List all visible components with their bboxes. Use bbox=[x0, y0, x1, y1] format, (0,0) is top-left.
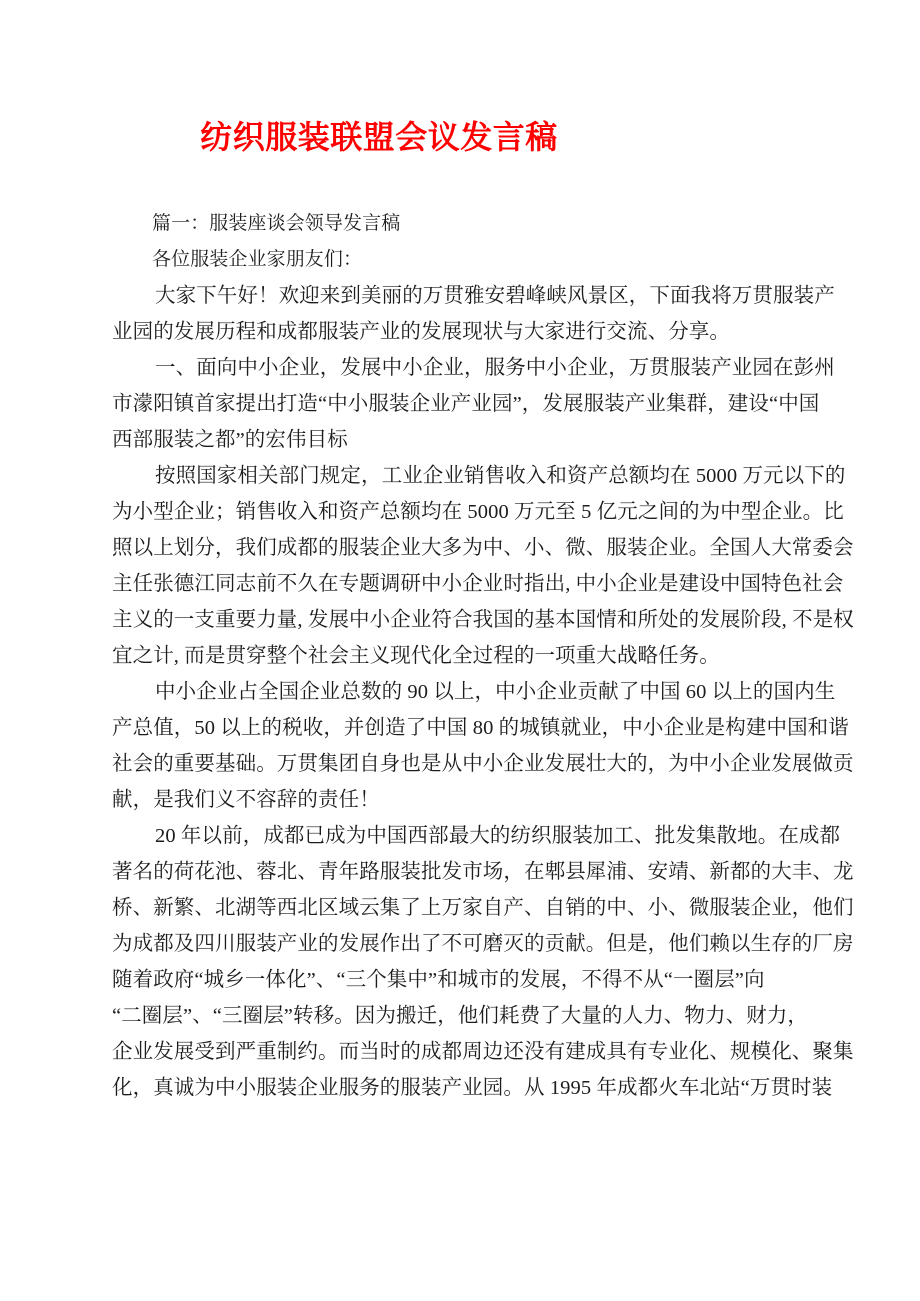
text-line: 西部服装之都”的宏伟目标 bbox=[112, 429, 348, 451]
text-line: 为小型企业；销售收入和资产总额均在 5000 万元至 5 亿元之间的为中型企业。比 bbox=[112, 501, 844, 523]
text-line: 20 年以前，成都已成为中国西部最大的纺织服装加工、批发集散地。在成都 bbox=[155, 825, 841, 847]
text-line: 市濛阳镇首家提出打造“中小服装企业产业园”，发展服装产业集群，建设“中国 bbox=[112, 393, 820, 415]
text-line: 照以上划分，我们成都的服装企业大多为中、小、微、服装企业。全国人大常委会 bbox=[112, 537, 854, 559]
document-body bbox=[112, 206, 854, 1106]
text-line: 中小企业占全国企业总数的 90 以上，中小企业贡献了中国 60 以上的国内生 bbox=[155, 681, 836, 703]
text-line: 主义的一支重要力量, 发展中小企业符合我国的基本国情和所处的发展阶段, 不是权 bbox=[112, 609, 854, 631]
text-line: 产总值，50 以上的税收，并创造了中国 80 的城镇就业，中小企业是构建中国和谐 bbox=[112, 717, 849, 739]
text-line: 企业发展受到严重制约。而当时的成都周边还没有建成具有专业化、规模化、聚集 bbox=[112, 1041, 854, 1063]
text-line: 为成都及四川服装产业的发展作出了不可磨灭的贡献。但是，他们赖以生存的厂房 bbox=[112, 933, 854, 955]
text-line: 桥、新繁、北湖等西北区域云集了上万家自产、自销的中、小、微服装企业，他们 bbox=[112, 897, 854, 919]
page-title: 纺织服装联盟会议发言稿 bbox=[200, 119, 558, 156]
text-line: 大家下午好！欢迎来到美丽的万贯雅安碧峰峡风景区，下面我将万贯服装产 bbox=[155, 285, 835, 307]
text-line: 各位服装企业家朋友们： bbox=[152, 249, 363, 270]
text-line: 献，是我们义不容辞的责任！ bbox=[112, 789, 380, 811]
text-line: 一、面向中小企业，发展中小企业，服务中小企业，万贯服装产业园在彭州 bbox=[155, 357, 835, 379]
text-line: 宜之计, 而是贯穿整个社会主义现代化全过程的一项重大战略任务。 bbox=[112, 645, 720, 667]
text-line: 篇一：服装座谈会领导发言稿 bbox=[152, 213, 401, 234]
text-line: 化，真诚为中小服装企业服务的服装产业园。从 1995 年成都火车北站“万贯时装 bbox=[112, 1077, 833, 1099]
text-line: 按照国家相关部门规定，工业企业销售收入和资产总额均在 5000 万元以下的 bbox=[155, 465, 846, 487]
text-line: “二圈层”、“三圈层”转移。因为搬迁，他们耗费了大量的人力、物力、财力， bbox=[112, 1005, 808, 1027]
text-line: 著名的荷花池、蓉北、青年路服装批发市场，在郫县犀浦、安靖、新都的大丰、龙 bbox=[112, 861, 854, 883]
text-line: 业园的发展历程和成都服装产业的发展现状与大家进行交流、分享。 bbox=[112, 321, 730, 343]
text-line: 社会的重要基础。万贯集团自身也是从中小企业发展壮大的，为中小企业发展做贡 bbox=[112, 753, 854, 775]
text-line: 主任张德江同志前不久在专题调研中小企业时指出, 中小企业是建设中国特色社会 bbox=[112, 573, 844, 595]
text-line: 随着政府“城乡一体化”、“三个集中”和城市的发展，不得不从“一圈层”向 bbox=[112, 969, 765, 991]
